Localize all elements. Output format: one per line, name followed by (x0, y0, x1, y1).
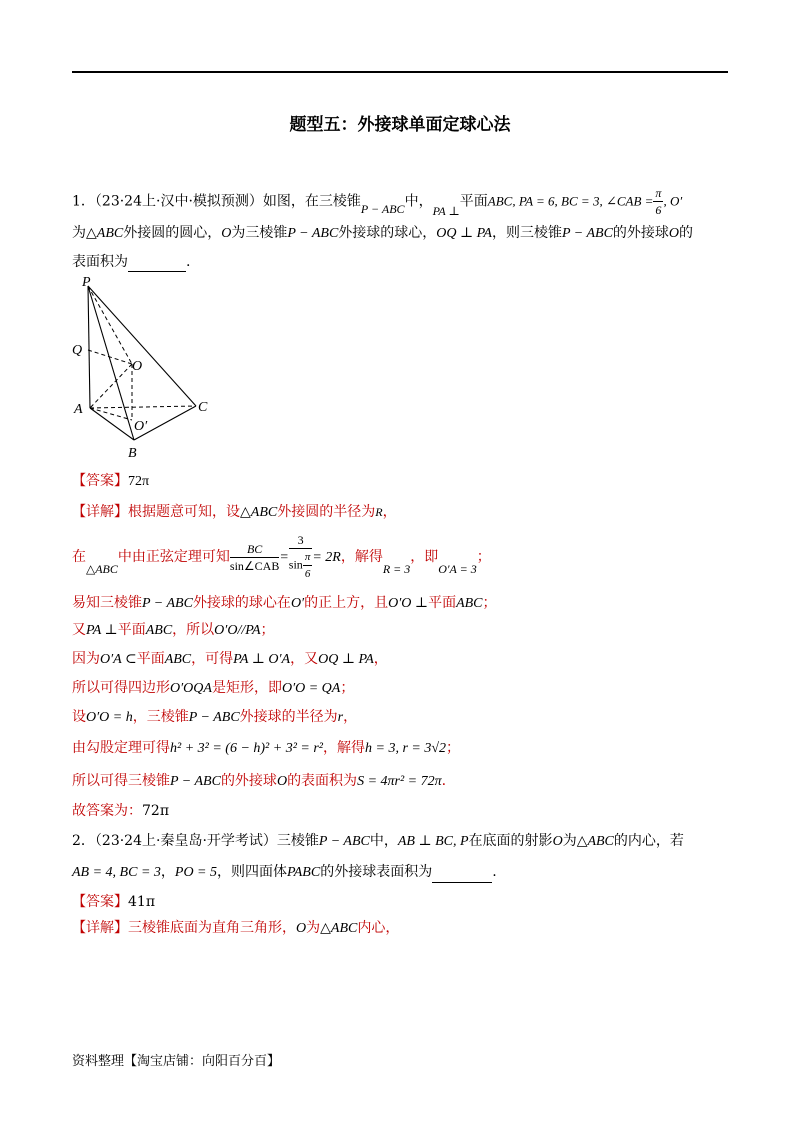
q2-number: 2． (72, 833, 95, 849)
q2-line-2: AB = 4, BC = 3，PO = 5，则四面体PABC的外接球表面积为 . (72, 862, 497, 883)
header-rule (72, 71, 728, 73)
detail-tag: 【详解】 (72, 504, 128, 520)
page-title: 题型五：外接球单面定球心法 (289, 115, 511, 135)
q1-math: , O′ (663, 193, 683, 209)
q1-line-2: 为△ABC外接圆的圆心，O为三棱锥P − ABC外接球的球心，OQ ⊥ PA，则三棱锥P − ABC的外接球O的 (72, 225, 694, 241)
a1-final: 故答案为：72π (72, 803, 170, 819)
a1-detail-7: 设O′O = h，三棱锥P − ABC外接球的半径为r， (72, 709, 358, 725)
label-b: B (128, 446, 137, 461)
q2-source: （23·24上·秦皇岛·开学考试） (94, 833, 277, 849)
label-a: A (74, 402, 83, 417)
label-p: P (82, 275, 91, 290)
answer-value: 41π (128, 894, 156, 910)
q1-math: ABC, PA = 6, BC = 3, ∠CAB = (487, 193, 654, 209)
a2-detail-1: 【详解】三棱锥底面为直角三角形，O为△ABC内心， (72, 920, 400, 936)
edge-ac-hidden (90, 406, 196, 408)
edge-pa (88, 286, 90, 408)
label-q: Q (72, 343, 83, 358)
q1-number: 1． (72, 193, 95, 210)
a1-detail-2: 在△ABC中由正弦定理可知 $\frac{BC}{\text{sin∠CAB}}$ = 3 sin $\frac{\pi}{6}$ = 2R，解得R = 3，即O′A = 3； (72, 533, 491, 580)
q1-line-3: 表面积为 . (72, 254, 191, 270)
a1-detail-3: 易知三棱锥P − ABC外接球的球心在O′的正上方，且O′O ⊥平面ABC； (72, 595, 497, 611)
answer-tag: 【答案】 (72, 473, 128, 489)
a1-detail-6: 所以可得四边形O′OQA是矩形，即O′O = QA； (72, 680, 355, 696)
answer-value: 72π (128, 474, 150, 489)
segment-po (88, 286, 132, 364)
segment-qo (88, 350, 132, 364)
a1-answer (72, 471, 149, 492)
edge-ab (90, 408, 134, 440)
answer-tag: 【答案】 (72, 894, 128, 910)
q1-math: PA ⊥ (432, 203, 460, 218)
q2-line-1: 2．（23·24上·秦皇岛·开学考试）三棱锥P − ABC中，AB ⊥ BC, P在底面的射影O为△ABC的内心，若 (72, 833, 684, 849)
a1-detail-1: 【详解】根据题意可知，设△ABC外接圆的半径为R， (72, 504, 397, 520)
page-footer: 资料整理【淘宝店铺：向阳百分百】 (72, 1054, 281, 1069)
a1-detail-9: 所以可得三棱锥P − ABC的外接球O的表面积为S = 4πr² = 72π. (72, 773, 447, 789)
edge-pc (88, 286, 196, 406)
q1-text: 平面 (459, 193, 488, 210)
label-o: O (132, 359, 143, 374)
a1-detail-5: 因为O′A ⊂平面ABC，可得PA ⊥ O′A，又OQ ⊥ PA， (72, 651, 388, 667)
a1-detail-8: 由勾股定理可得h² + 3² = (6 − h)² + 3² = r²，解得h = 3, r = 3√2； (72, 740, 461, 756)
label-c: C (198, 400, 208, 415)
q1-text: 如图，在三棱锥 (262, 193, 361, 210)
a1-detail-4: 又PA ⊥平面ABC，所以O′O//PA； (72, 622, 275, 638)
q1-line-1 (72, 185, 682, 218)
label-o-prime: O′ (134, 419, 148, 434)
fraction-3-sin: 3 sin $\frac{\pi}{6}$ (288, 533, 311, 580)
q1-source: （23·24上·汉中·模拟预测） (94, 193, 263, 210)
answer-blank (128, 257, 186, 272)
segment-oa (90, 364, 132, 408)
edge-pb (88, 286, 134, 440)
detail-tag: 【详解】 (72, 920, 128, 936)
pyramid-figure (66, 272, 216, 462)
answer-blank (432, 868, 492, 883)
q1-text: 中， (404, 193, 433, 210)
fraction-bc-sin: $\frac{BC}{\text{sin∠CAB}}$ (229, 541, 280, 573)
a2-answer (72, 892, 155, 912)
q1-pi-over-6: $\frac{\pi}{6}$ (655, 186, 662, 217)
q1-math: P − ABC (360, 201, 405, 216)
